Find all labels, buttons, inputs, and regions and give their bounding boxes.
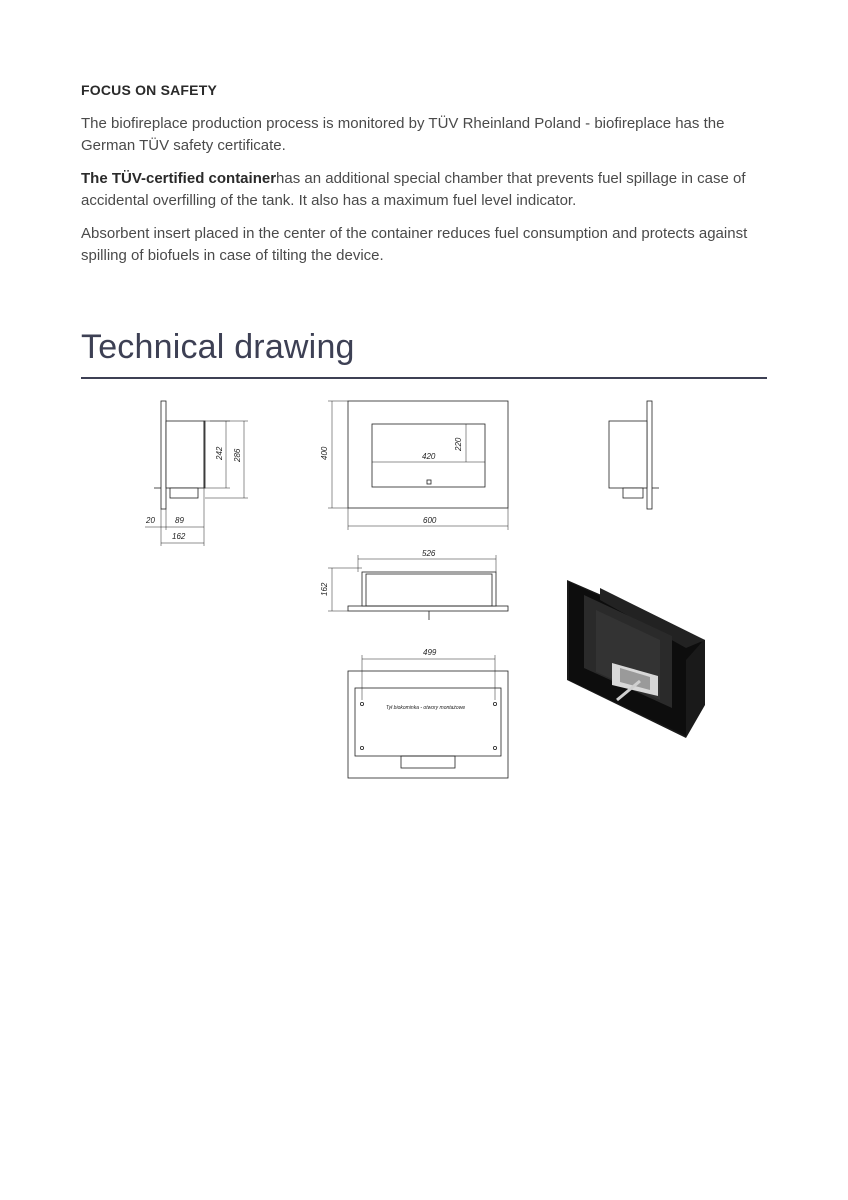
- fireplace-3d-render: [567, 580, 705, 738]
- safety-heading: FOCUS ON SAFETY: [81, 82, 218, 98]
- dim-420: 420: [422, 452, 436, 461]
- dim-89: 89: [175, 516, 184, 525]
- section-title: Technical drawing: [81, 328, 355, 366]
- title-rule: [81, 377, 767, 379]
- container-paragraph: [81, 168, 771, 212]
- front-view: [328, 401, 508, 530]
- dim-242: 242: [215, 446, 224, 460]
- insert-paragraph: Absorbent insert placed in the center of the container reduces fuel consumption and protects against spilling of biofuels in case of tilting the device.: [81, 225, 748, 264]
- container-paragraph-text: has an additional special chamber that prevents fuel spillage in case of accidental overfilling of the tank. It also has a maximum fuel level indicator.: [81, 170, 746, 209]
- side-view: [145, 401, 248, 546]
- dim-286: 286: [233, 448, 242, 462]
- dim-499: 499: [423, 648, 437, 657]
- dim-20: 20: [146, 516, 155, 525]
- right-side-view: [609, 401, 659, 509]
- back-mounting-label: Tył biokominka - otwory montażowe: [386, 705, 466, 711]
- dim-162-side: 162: [172, 532, 186, 541]
- dim-400: 400: [320, 446, 329, 460]
- dim-600: 600: [423, 516, 437, 525]
- dim-526: 526: [422, 549, 436, 558]
- top-view: [328, 555, 508, 620]
- container-paragraph-bold: The TÜV-certified container: [81, 170, 277, 187]
- back-view: [348, 655, 508, 778]
- technical-drawing: [0, 390, 848, 790]
- certificate-paragraph: The biofireplace production process is monitored by TÜV Rheinland Poland - biofireplace has the German TÜV safety certificate.: [81, 115, 725, 154]
- dim-220: 220: [454, 437, 463, 451]
- dim-162-top: 162: [320, 582, 329, 596]
